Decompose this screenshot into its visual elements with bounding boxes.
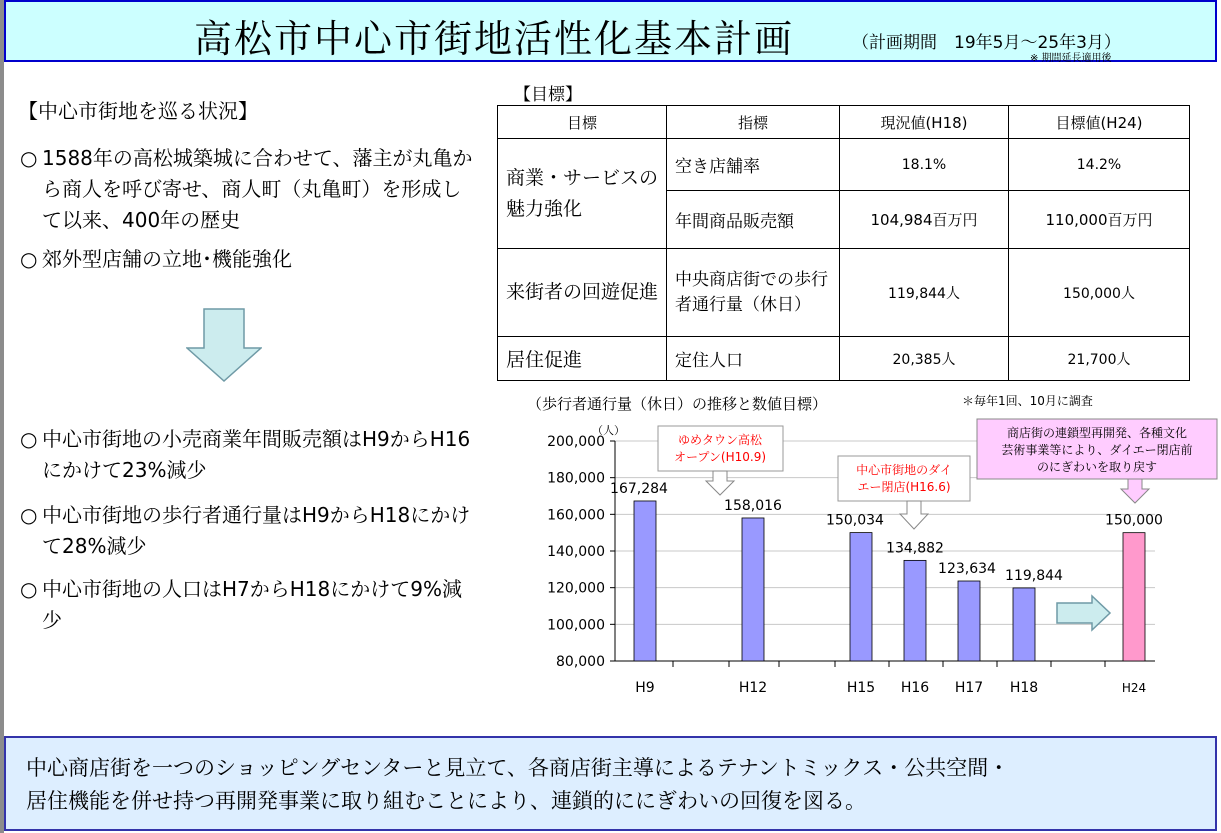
chart-title: （歩行者通行量（休日）の推移と数値目標） [527,395,828,413]
bar [904,560,926,661]
x-tick-label: H12 [738,680,768,696]
header-cell: 目標値(H24) [1009,106,1190,139]
bullet-mark: ○ [20,503,38,527]
bar [958,581,980,661]
bar [634,501,656,661]
period-note: ※ 期間延長適用後 [1030,53,1112,64]
annotation-text: ゆめタウン高松 [677,433,763,447]
data-label: 150,000 [1105,512,1163,529]
situation-item-text: 中心市街地の人口はH7からH18にかけて9%減少 [42,577,462,632]
situation-heading: 【中心市街地を巡る状況】 [18,99,258,123]
header-cell: 指標 [667,106,840,139]
summary-line: 中心商店街を一つのショッピングセンターと見立て、各商店街主導によるテナントミックス・公共空間・ [26,756,1010,780]
data-label: 150,034 [826,512,884,529]
goal-cell: 居住促進 [498,337,667,381]
goals-label: 【目標】 [514,85,582,105]
y-tick-label: 120,000 [547,580,605,597]
annotation-text: のにぎわいを取り戻す [1036,460,1158,474]
target-value-cell: 21,700人 [1009,337,1190,381]
situation-item-text: 郊外型店舗の立地･機能強化 [42,247,292,271]
y-tick-label: 200,000 [547,434,605,450]
annotation-text: エー閉店(H16.6) [857,480,951,494]
goal-cell: 来街者の回遊促進 [498,249,667,337]
annotation-arrow-icon [706,471,734,495]
annotation-arrow-icon [900,501,928,529]
header-cell: 現況値(H18) [840,106,1009,139]
bar [742,518,764,661]
indicator-cell: 中央商店街での歩行者通行量（休日） [667,249,840,337]
goal-cell: 商業・サービスの魅力強化 [498,139,667,249]
x-tick-label: H9 [635,680,655,696]
x-tick-label: H24 [1121,681,1147,695]
bullet-mark: ○ [20,577,38,601]
current-value-cell: 119,844人 [840,249,1009,337]
chart-note: ＊毎年1回、10月に調査 [962,394,1093,408]
annotation-text: 商店街の連鎖型再開発、各種文化 [1006,426,1188,440]
annotation-text: 芸術事業等により、ダイエー閉店前 [1001,443,1193,457]
y-tick-label: 180,000 [547,470,605,487]
x-tick-label: H18 [1009,680,1039,696]
y-tick-label: 160,000 [547,507,605,524]
current-value-cell: 20,385人 [840,337,1009,381]
data-label: 119,844 [1005,567,1063,584]
header-cell: 目標 [498,106,667,139]
target-value-cell: 150,000人 [1009,249,1190,337]
situation-item-text: 中心市街地の小売商業年間販売額はH9からH16にかけて23%減少 [42,427,471,482]
bullet-mark: ○ [20,427,38,451]
situation-item-text: 中心市街地の歩行者通行量はH9からH18にかけて28%減少 [42,503,471,558]
plan-period: （計画期間 19年5月～25年3月） [852,33,1121,53]
data-label: 158,016 [724,497,782,514]
bar [1013,588,1035,661]
y-tick-label: 100,000 [547,617,605,634]
y-tick-label: 140,000 [547,544,605,560]
current-value-cell: 18.1% [840,139,1009,191]
current-value-cell: 104,984百万円 [840,191,1009,249]
situation-item-text: 1588年の高松城築城に合わせて、藩主が丸亀から商人を呼び寄せ、商人町（丸亀町）を形成して以来、400年の歴史 [42,146,473,232]
indicator-cell: 年間商品販売額 [667,191,840,249]
y-tick-label: 80,000 [556,654,605,670]
summary-line: 居住機能を併せ持つ再開発事業に取り組むことにより、連鎖的ににぎわいの回復を図る。 [26,789,866,813]
indicator-cell: 空き店舗率 [667,139,840,191]
page-title: 高松市中心市街地活性化基本計画 [194,17,795,61]
x-tick-label: H16 [900,680,930,696]
bullet-mark: ○ [20,247,38,271]
annotation-arrow-icon [1121,479,1149,503]
annotation-text: 中心市街地のダイ [856,463,952,477]
x-tick-label: H15 [846,680,876,696]
x-tick-label: H17 [954,680,984,696]
summary-box [4,736,1217,831]
bar [1123,533,1145,661]
target-value-cell: 14.2% [1009,139,1190,191]
data-label: 167,284 [610,480,668,497]
target-value-cell: 110,000百万円 [1009,191,1190,249]
bullet-mark: ○ [20,146,38,170]
data-label: 123,634 [938,561,996,578]
bar [850,533,872,661]
data-label: 134,882 [886,540,944,557]
summary-text [26,752,1206,818]
trend-arrow-icon [1057,596,1110,630]
y-unit-label: （人） [592,424,625,437]
annotation-text: オープン(H10.9) [673,450,767,464]
indicator-cell: 定住人口 [667,337,840,381]
